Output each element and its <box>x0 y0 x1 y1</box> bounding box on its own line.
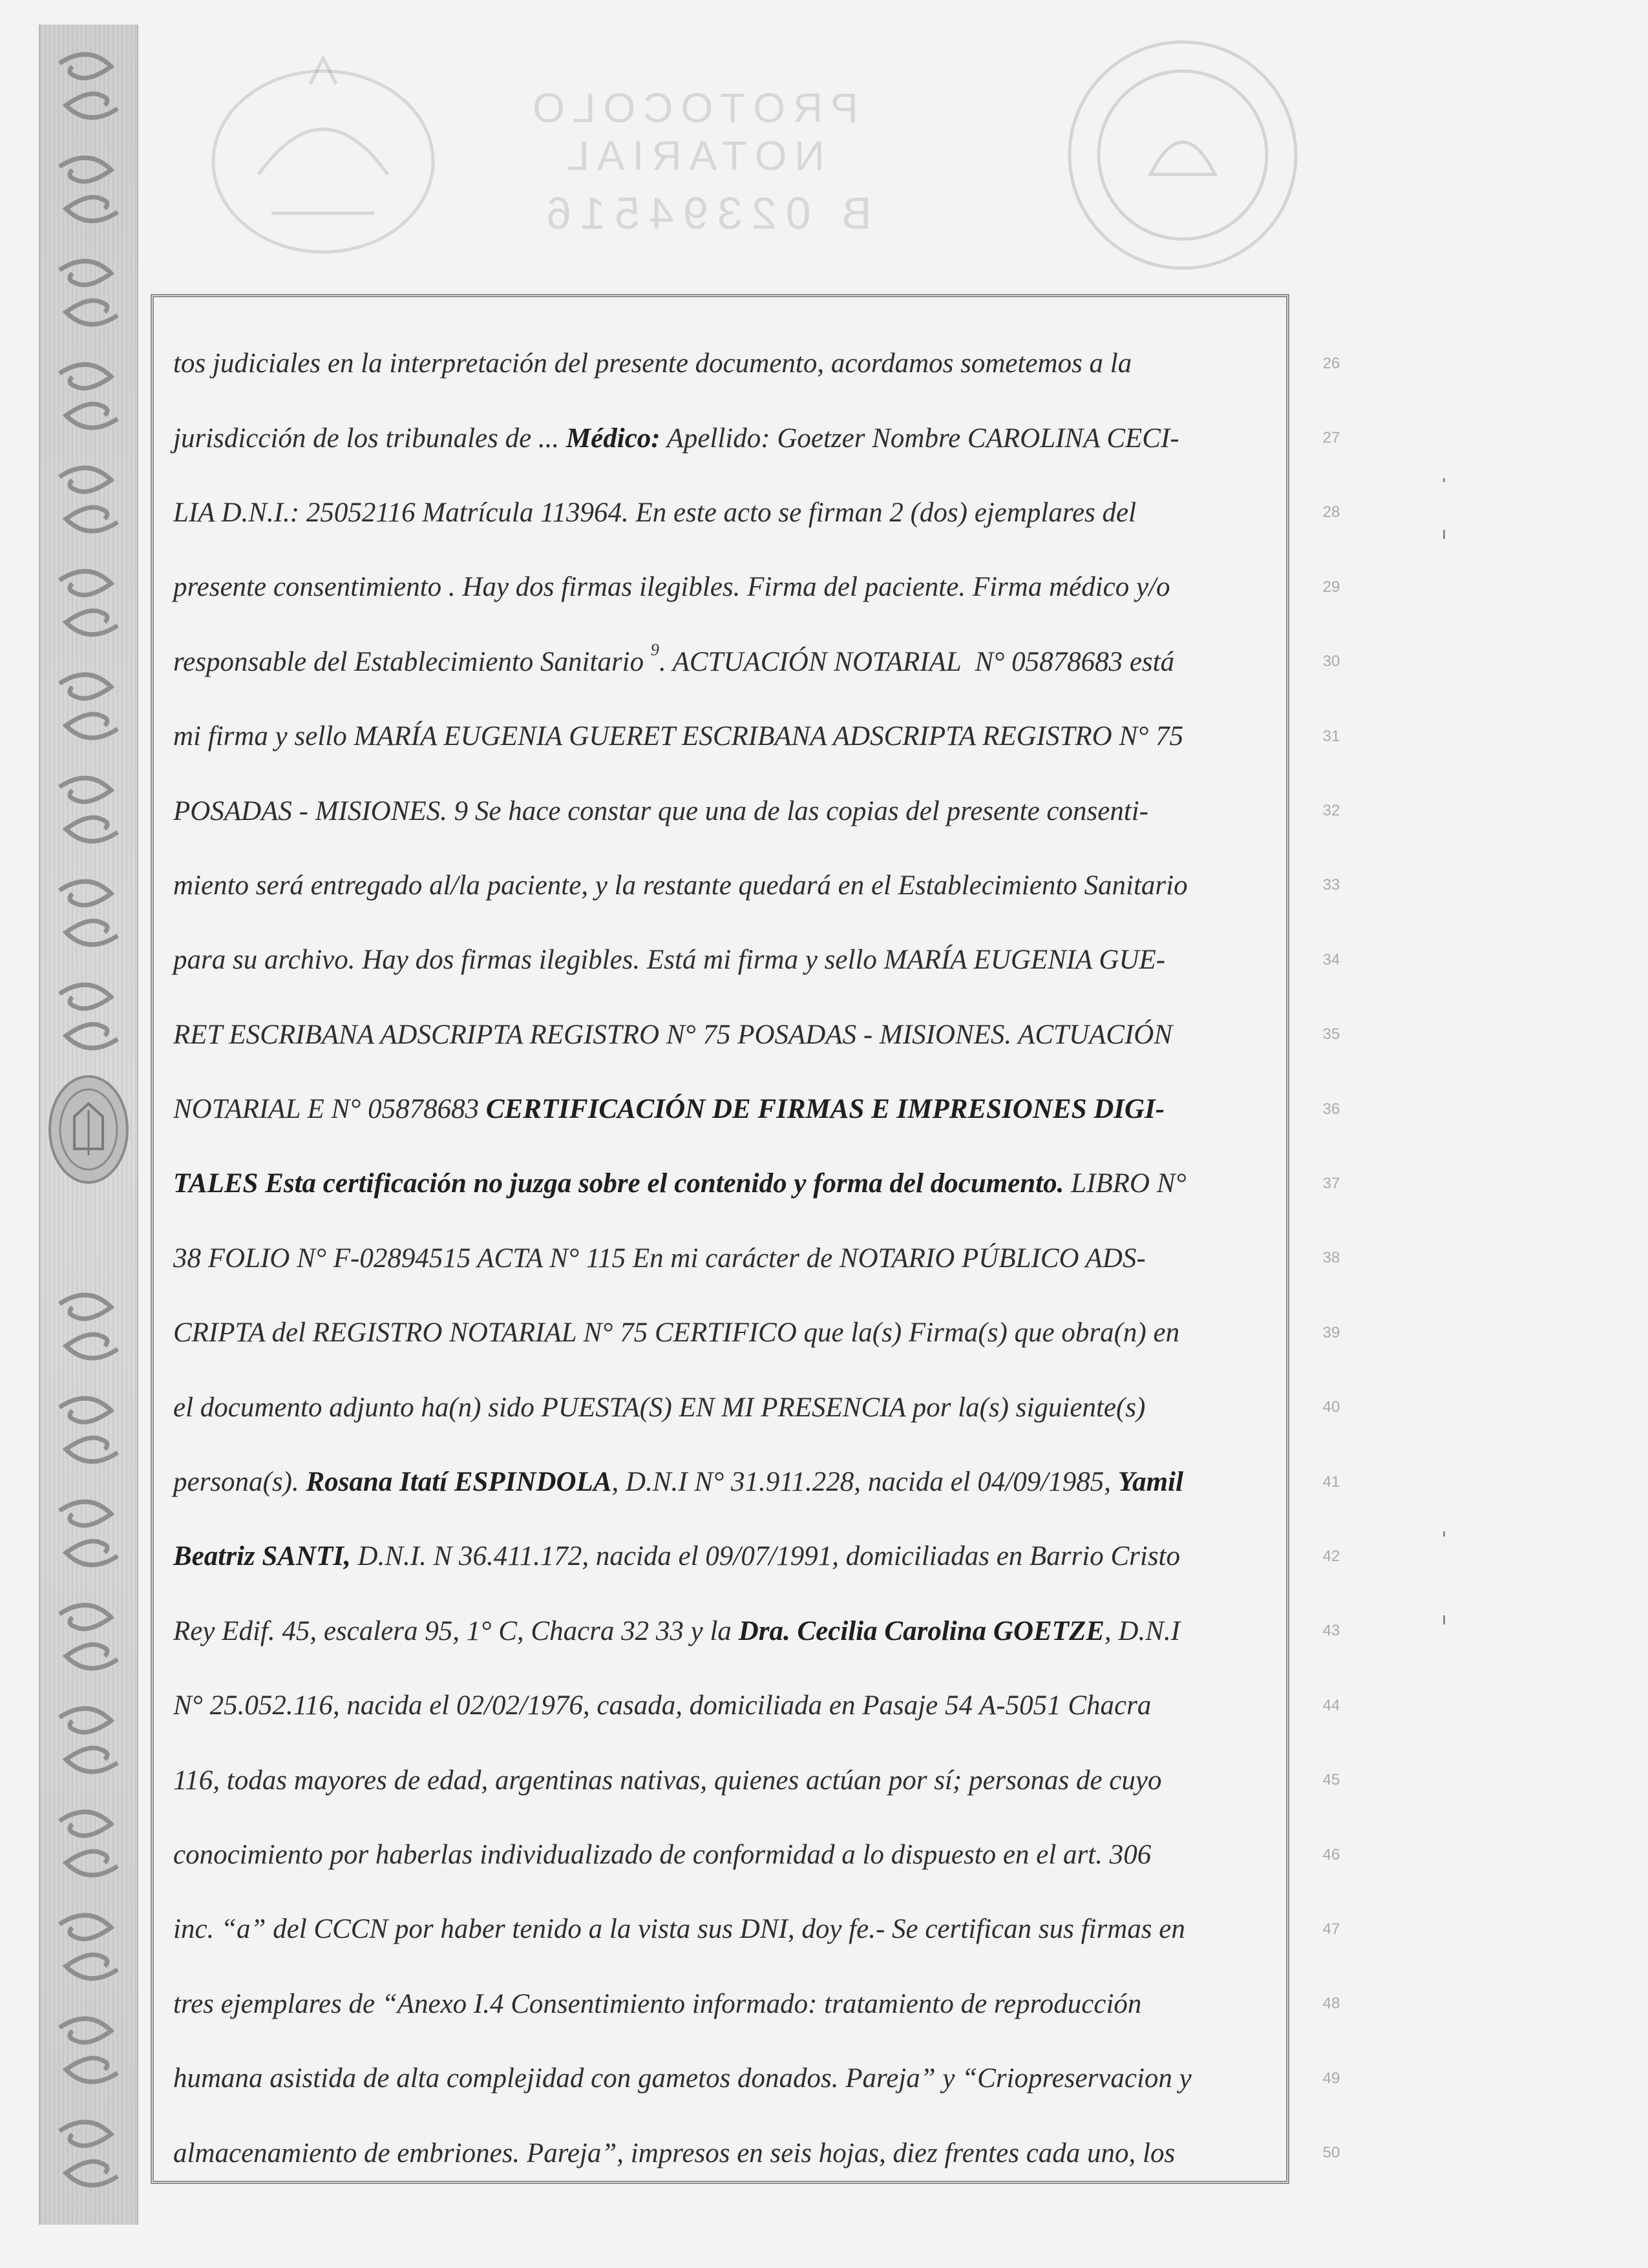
text-segment: responsable del Establecimiento Sanitario <box>173 646 651 677</box>
line-number: 42 <box>1322 1547 1340 1565</box>
line-number: 36 <box>1322 1100 1340 1118</box>
border-swirl-motif <box>40 1381 137 1478</box>
line-number: 33 <box>1322 876 1340 894</box>
document-line <box>173 773 1259 848</box>
line-number: 47 <box>1322 1920 1340 1938</box>
border-swirl-motif <box>40 2002 137 2099</box>
line-number: 50 <box>1322 2144 1340 2162</box>
document-line <box>173 1818 1259 1892</box>
text-segment: presente consentimiento . Hay dos firmas ilegibles. Firma del paciente. Firma médico y/o <box>173 572 1170 603</box>
line-number: 48 <box>1322 1995 1340 2013</box>
border-swirl-motif <box>40 37 137 134</box>
text-segment: persona(s). <box>173 1467 306 1498</box>
line-number: 35 <box>1322 1025 1340 1044</box>
border-swirl-motif <box>40 865 137 961</box>
document-line <box>173 1221 1259 1296</box>
document-line <box>173 1892 1259 1966</box>
document-line <box>173 1146 1259 1221</box>
border-swirl-motif <box>40 348 137 445</box>
text-segment: almacenamiento de embriones. Pareja”, impresos en seis hojas, diez frentes cada uno, los <box>173 2137 1176 2168</box>
text-segment: humana asistida de alta complejidad con gametos donados. Pareja” y “Criopreservacion y <box>173 2063 1192 2094</box>
line-number: 26 <box>1322 354 1340 372</box>
line-number: 49 <box>1322 2069 1340 2087</box>
document-line <box>173 1594 1259 1668</box>
bold-text-segment: Yamil <box>1117 1467 1183 1498</box>
decorative-border-band <box>39 25 138 2225</box>
border-swirl-motif <box>40 451 137 548</box>
text-segment: miento será entregado al/la paciente, y la restante quedará en el Establecimiento Sanitario <box>173 870 1188 901</box>
line-number: 46 <box>1322 1845 1340 1864</box>
line-number: 45 <box>1322 1771 1340 1789</box>
line-number: 30 <box>1322 653 1340 671</box>
text-segment: tos judiciales en la interpretación del presente documento, acordamos sometemos a la <box>173 348 1132 379</box>
text-segment: D.N.I. N 36.411.172, nacida el 09/07/1991, domiciliadas en Barrio Cristo <box>350 1541 1180 1572</box>
document-line <box>173 1743 1259 1817</box>
line-number: 40 <box>1322 1398 1340 1416</box>
document-line <box>173 1370 1259 1444</box>
line-number-column <box>1309 326 1354 2190</box>
bleed-through-serial: B 02394516 <box>537 188 872 238</box>
border-swirl-motif <box>40 761 137 858</box>
document-line <box>173 401 1259 475</box>
bold-text-segment: Médico: <box>565 423 660 454</box>
border-swirl-motif <box>40 1795 137 1892</box>
line-number: 32 <box>1322 802 1340 820</box>
document-text-body <box>173 326 1259 2190</box>
bold-text-segment: TALES Esta certificación no juzga sobre el contenido y forma del documento. <box>173 1168 1064 1199</box>
line-number: 34 <box>1322 950 1340 969</box>
line-number: 38 <box>1322 1249 1340 1267</box>
text-segment: NOTARIAL E N° 05878683 <box>173 1094 486 1125</box>
border-swirl-motif <box>40 1692 137 1789</box>
border-swirl-motif <box>40 244 137 341</box>
line-number: 28 <box>1322 503 1340 521</box>
text-segment: LIA D.N.I.: 25052116 Matrícula 113964. En este acto se firman 2 (dos) ejemplares del <box>173 497 1137 528</box>
text-segment: Rey Edif. 45, escalera 95, 1° C, Chacra 32 33 y la <box>173 1615 739 1646</box>
border-swirl-motif <box>40 1278 137 1375</box>
text-segment: , D.N.I N° 31.911.228, nacida el 04/09/1985, <box>611 1467 1118 1498</box>
bold-text-segment: Rosana Itatí ESPINDOLA <box>306 1467 612 1498</box>
text-segment: POSADAS - MISIONES. 9 Se hace constar que una de las copias del presente consenti- <box>173 795 1149 826</box>
document-line <box>173 1519 1259 1593</box>
document-line <box>173 550 1259 624</box>
text-segment: 116, todas mayores de edad, argentinas nativas, quienes actúan por sí; personas de cuyo <box>173 1765 1162 1796</box>
document-line <box>173 625 1259 699</box>
document-line <box>173 2116 1259 2190</box>
line-number: 37 <box>1322 1174 1340 1192</box>
text-segment: jurisdicción de los tribunales de ... <box>173 423 566 454</box>
bold-text-segment: CERTIFICACIÓN DE FIRMAS E IMPRESIONES DIGI- <box>485 1094 1165 1125</box>
text-segment: tres ejemplares de “Anexo I.4 Consentimiento informado: tratamiento de reproducción <box>173 1988 1142 2019</box>
line-number: 43 <box>1322 1622 1340 1640</box>
bleed-through-header: PROTOCOLO NOTARIAL <box>525 85 858 179</box>
text-segment: RET ESCRIBANA ADSCRIPTA REGISTRO N° 75 POSADAS - MISIONES. ACTUACIÓN <box>173 1019 1173 1050</box>
document-line <box>173 476 1259 550</box>
document-line <box>173 326 1259 401</box>
document-line <box>173 923 1259 997</box>
line-number: 31 <box>1322 727 1340 745</box>
document-line <box>173 1296 1259 1370</box>
border-swirl-motif <box>40 141 137 238</box>
text-segment: conocimiento por haberlas individualizado de conformidad a lo dispuesto en el art. 306 <box>173 1840 1152 1870</box>
footnote-marker: 9 <box>650 640 659 660</box>
document-line <box>173 1967 1259 2041</box>
border-swirl-motif <box>40 1898 137 1995</box>
text-segment: CRIPTA del REGISTRO NOTARIAL N° 75 CERTIFICO que la(s) Firma(s) que obra(n) en <box>173 1318 1180 1349</box>
document-line <box>173 998 1259 1072</box>
border-swirl-motif <box>40 1588 137 1685</box>
document-line <box>173 1668 1259 1743</box>
border-swirl-motif <box>40 658 137 755</box>
line-number: 29 <box>1322 578 1340 596</box>
line-number: 44 <box>1322 1696 1340 1714</box>
line-number: 27 <box>1322 429 1340 447</box>
border-swirl-motif <box>40 1485 137 1582</box>
text-segment: 38 FOLIO N° F-02894515 ACTA N° 115 En mi carácter de NOTARIO PÚBLICO ADS- <box>173 1243 1146 1274</box>
line-number: 41 <box>1322 1473 1340 1491</box>
document-line <box>173 848 1259 923</box>
text-segment: el documento adjunto ha(n) sido PUESTA(S) EN MI PRESENCIA por la(s) siguiente(s) <box>173 1392 1146 1423</box>
text-segment: mi firma y sello MARÍA EUGENIA GUERET ESCRIBANA ADSCRIPTA REGISTRO N° 75 <box>173 721 1184 752</box>
bleed-through-round-stamp <box>1060 32 1305 278</box>
text-segment: inc. “a” del CCCN por haber tenido a la vista sus DNI, doy fe.- Se certifican sus firmas en <box>173 1914 1185 1945</box>
document-line <box>173 2041 1259 2116</box>
bold-text-segment: Dra. Cecilia Carolina GOETZE <box>738 1615 1104 1646</box>
document-line <box>173 1072 1259 1146</box>
notarial-seal-emblem <box>45 1071 132 1188</box>
border-swirl-motif <box>40 968 137 1065</box>
text-segment: para su archivo. Hay dos firmas ilegibles. Está mi firma y sello MARÍA EUGENIA GUE- <box>173 945 1166 976</box>
border-swirl-motif <box>40 2105 137 2202</box>
line-number: 39 <box>1322 1323 1340 1341</box>
document-line <box>173 1445 1259 1519</box>
document-line <box>173 699 1259 773</box>
text-segment: . ACTUACIÓN NOTARIAL N° 05878683 está <box>659 646 1175 677</box>
text-segment: Apellido: Goetzer Nombre CAROLINA CECI- <box>660 423 1179 454</box>
text-segment: N° 25.052.116, nacida el 02/02/1976, casada, domiciliada en Pasaje 54 A-5051 Chacra <box>173 1690 1152 1721</box>
border-swirl-motif <box>40 554 137 651</box>
bold-text-segment: Beatriz SANTI, <box>173 1541 351 1572</box>
margin-punch-marks <box>1438 478 1451 1706</box>
text-segment: , D.N.I <box>1104 1615 1180 1646</box>
text-segment: LIBRO N° <box>1064 1168 1187 1199</box>
